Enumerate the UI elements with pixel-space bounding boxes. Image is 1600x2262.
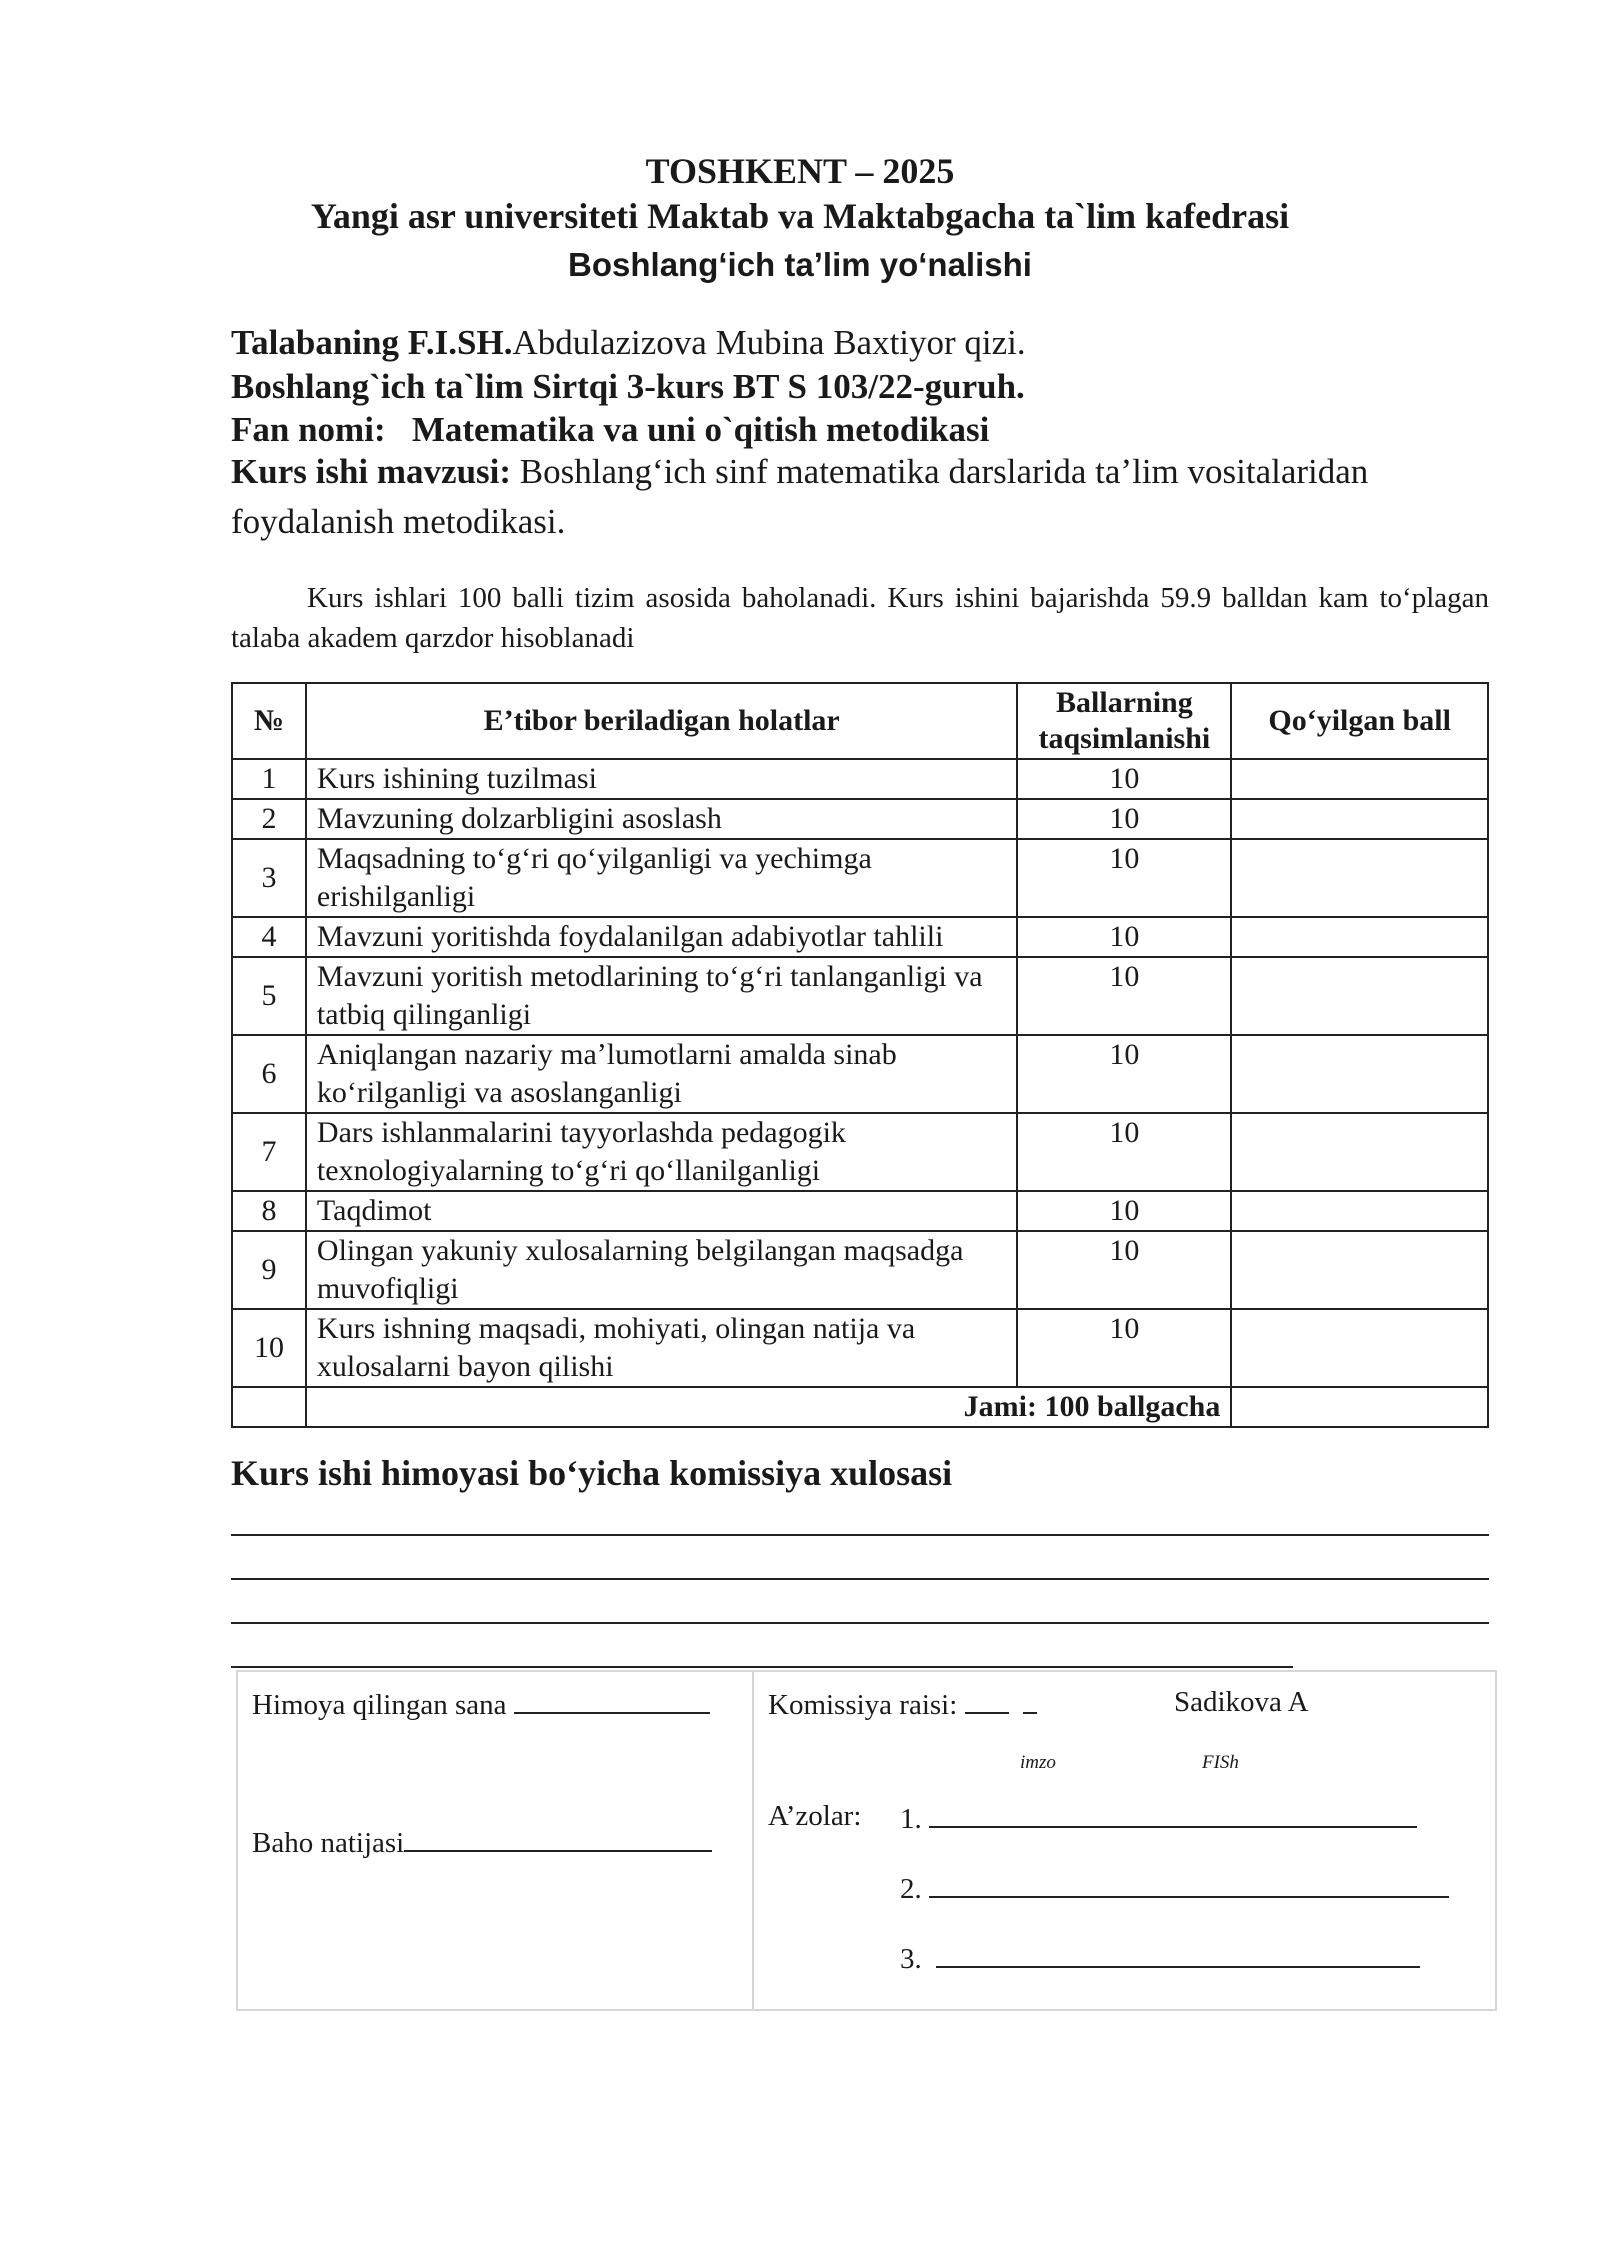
conclusion-line-1 bbox=[231, 1534, 1489, 1536]
row-number: 4 bbox=[232, 917, 306, 957]
row-number: 1 bbox=[232, 759, 306, 799]
row-scored-cell[interactable] bbox=[1231, 917, 1488, 957]
row-criterion: Dars ishlanmalarini tayyorlashda pedagogik texnologiyalarning toʻgʻri qoʻllanilganligi bbox=[306, 1113, 1017, 1191]
header-criteria: E’tibor beriladigan holatlar bbox=[306, 683, 1017, 759]
table-total-row bbox=[232, 1387, 1488, 1427]
member-3-field bbox=[900, 1940, 1420, 1976]
row-number: 7 bbox=[232, 1113, 306, 1191]
row-number: 10 bbox=[232, 1309, 306, 1387]
member-2-number: 2. bbox=[900, 1873, 922, 1905]
topic-label: Kurs ishi mavzusi: bbox=[231, 452, 512, 491]
student-name-value: Abdulazizova Mubina Baxtiyor qizi. bbox=[512, 323, 1026, 362]
chair-sign-blank-1 bbox=[965, 1686, 1009, 1714]
table-row bbox=[232, 1113, 1488, 1191]
city-year-heading: TOSHKENT – 2025 bbox=[645, 151, 955, 191]
row-number: 9 bbox=[232, 1231, 306, 1309]
row-number: 6 bbox=[232, 1035, 306, 1113]
table-row bbox=[232, 1191, 1488, 1231]
header-points-line1: Ballarning bbox=[1056, 686, 1193, 719]
table-row bbox=[232, 917, 1488, 957]
grade-result-field bbox=[252, 1824, 712, 1860]
table-row bbox=[232, 1231, 1488, 1309]
conclusion-line-4 bbox=[231, 1666, 1293, 1668]
member-3-number: 3. bbox=[900, 1943, 922, 1975]
row-criterion: Mavzuning dolzarbligini asoslash bbox=[306, 799, 1017, 839]
chair-label: Komissiya raisi: bbox=[768, 1689, 958, 1721]
student-name-label: Talabaning F.I.SH. bbox=[231, 323, 513, 362]
row-points: 10 bbox=[1017, 1113, 1231, 1191]
table-row bbox=[232, 799, 1488, 839]
row-points: 10 bbox=[1017, 957, 1231, 1035]
row-criterion: Maqsadning toʻgʻri qoʻyilganligi va yechimga erishilganligi bbox=[306, 839, 1017, 917]
row-points: 10 bbox=[1017, 917, 1231, 957]
grade-result-blank bbox=[404, 1824, 712, 1852]
topic-value-2: foydalanish metodikasi. bbox=[231, 502, 566, 541]
member-1-number: 1. bbox=[900, 1803, 922, 1835]
member-2-field bbox=[900, 1870, 1449, 1906]
member-2-blank bbox=[929, 1870, 1449, 1898]
subject-label: Fan nomi: bbox=[231, 410, 386, 449]
row-scored-cell[interactable] bbox=[1231, 1231, 1488, 1309]
member-3-blank bbox=[936, 1940, 1420, 1968]
fish-caption: FISh bbox=[1202, 1752, 1239, 1773]
row-scored-cell[interactable] bbox=[1231, 759, 1488, 799]
header-points-line2: taqsimlanishi bbox=[1038, 722, 1211, 755]
row-criterion: Kurs ishning maqsadi, mohiyati, olingan natija va xulosalarni bayon qilishi bbox=[306, 1309, 1017, 1387]
table-row bbox=[232, 1035, 1488, 1113]
row-scored-cell[interactable] bbox=[1231, 1113, 1488, 1191]
row-points: 10 bbox=[1017, 759, 1231, 799]
grade-result-label: Baho natijasi bbox=[252, 1827, 405, 1859]
row-scored-cell[interactable] bbox=[1231, 799, 1488, 839]
table-header-row bbox=[232, 683, 1488, 759]
total-empty-cell bbox=[232, 1387, 306, 1427]
defense-date-blank bbox=[514, 1686, 710, 1714]
members-label: A’zolar: bbox=[768, 1800, 862, 1832]
table-row bbox=[232, 1309, 1488, 1387]
row-scored-cell[interactable] bbox=[1231, 839, 1488, 917]
row-scored-cell[interactable] bbox=[1231, 1035, 1488, 1113]
row-criterion: Kurs ishining tuzilmasi bbox=[306, 759, 1017, 799]
row-number: 5 bbox=[232, 957, 306, 1035]
member-1-blank bbox=[929, 1800, 1417, 1828]
row-criterion: Aniqlangan nazariy maʼlumotlarni amalda sinab koʻrilganligi va asoslanganligi bbox=[306, 1035, 1017, 1113]
row-points: 10 bbox=[1017, 1035, 1231, 1113]
chair-field bbox=[768, 1686, 1037, 1722]
direction-heading: Boshlangʻich taʼlim yoʻnalishi bbox=[568, 246, 1032, 283]
commission-conclusion-title: Kurs ishi himoyasi boʻyicha komissiya xulosasi bbox=[231, 1453, 953, 1493]
group-line: Boshlang`ich ta`lim Sirtqi 3-kurs BT S 103/22-guruh. bbox=[231, 367, 1025, 406]
subject-line bbox=[231, 410, 989, 450]
header-num: № bbox=[232, 683, 306, 759]
row-criterion: Mavzuni yoritishda foydalanilgan adabiyotlar tahlili bbox=[306, 917, 1017, 957]
table-row bbox=[232, 759, 1488, 799]
row-number: 8 bbox=[232, 1191, 306, 1231]
row-scored-cell[interactable] bbox=[1231, 1191, 1488, 1231]
row-number: 3 bbox=[232, 839, 306, 917]
row-points: 10 bbox=[1017, 1191, 1231, 1231]
university-heading: Yangi asr universiteti Maktab va Maktabgacha ta`lim kafedrasi bbox=[310, 196, 1290, 236]
total-label: Jami: 100 ballgacha bbox=[306, 1387, 1231, 1427]
chair-name: Sadikova A bbox=[1174, 1686, 1309, 1718]
row-criterion: Taqdimot bbox=[306, 1191, 1017, 1231]
intro-paragraph: Kurs ishlari 100 balli tizim asosida baholanadi. Kurs ishini bajarishda 59.9 balldan kam toʻplagan talaba akadem qarzdor hisoblanadi bbox=[231, 582, 1489, 654]
conclusion-line-2 bbox=[231, 1578, 1489, 1580]
criteria-table bbox=[231, 682, 1489, 1428]
table-row bbox=[232, 957, 1488, 1035]
row-points: 10 bbox=[1017, 1231, 1231, 1309]
row-scored-cell[interactable] bbox=[1231, 957, 1488, 1035]
signature-divider bbox=[752, 1672, 754, 2009]
row-points: 10 bbox=[1017, 1309, 1231, 1387]
topic-line bbox=[231, 452, 1368, 492]
row-points: 10 bbox=[1017, 799, 1231, 839]
table-row bbox=[232, 839, 1488, 917]
member-1-field bbox=[900, 1800, 1417, 1836]
defense-date-field bbox=[252, 1686, 710, 1722]
total-scored-cell[interactable] bbox=[1231, 1387, 1488, 1427]
chair-sign-blank-2 bbox=[1023, 1686, 1037, 1714]
header-scored: Qoʻyilgan ball bbox=[1231, 683, 1488, 759]
row-scored-cell[interactable] bbox=[1231, 1309, 1488, 1387]
subject-value: Matematika va uni o`qitish metodikasi bbox=[411, 410, 990, 449]
row-criterion: Olingan yakuniy xulosalarning belgilangan maqsadga muvofiqligi bbox=[306, 1231, 1017, 1309]
row-criterion: Mavzuni yoritish metodlarining toʻgʻri tanlanganligi va tatbiq qilinganligi bbox=[306, 957, 1017, 1035]
criteria-table-body bbox=[232, 759, 1488, 1427]
defense-date-label: Himoya qilingan sana bbox=[252, 1689, 507, 1721]
signature-block bbox=[236, 1670, 1497, 2011]
row-points: 10 bbox=[1017, 839, 1231, 917]
conclusion-line-3 bbox=[231, 1622, 1489, 1624]
student-name-line bbox=[231, 323, 1026, 363]
topic-value-1: Boshlangʻich sinf matematika darslarida taʼlim vositalaridan bbox=[519, 452, 1369, 491]
header-points bbox=[1017, 683, 1231, 759]
imzo-caption: imzo bbox=[1020, 1752, 1056, 1773]
row-number: 2 bbox=[232, 799, 306, 839]
